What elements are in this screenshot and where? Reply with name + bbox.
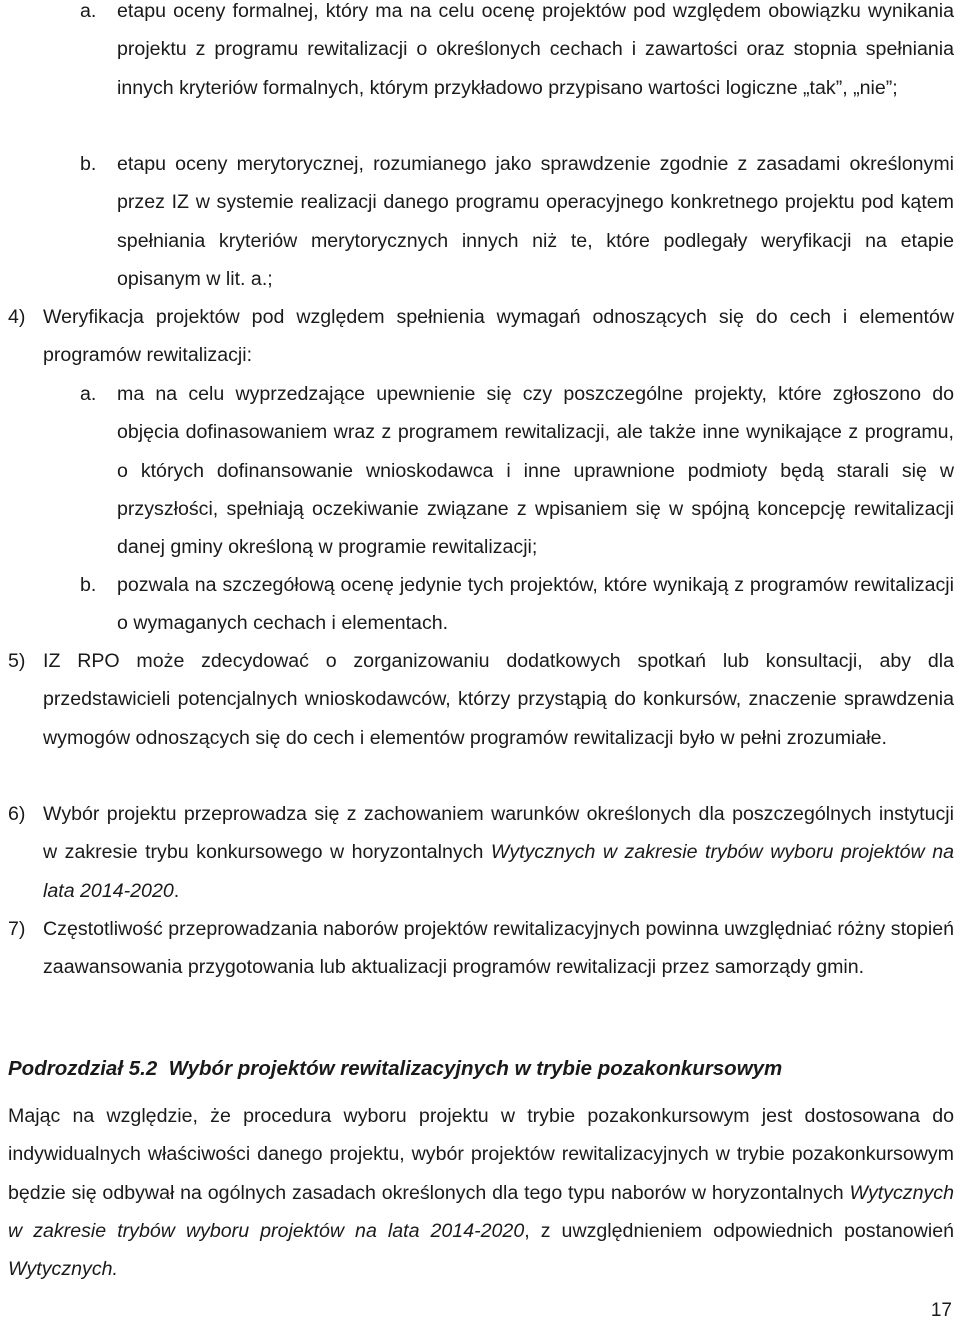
list-marker: 5)	[8, 650, 26, 672]
list-marker: 4)	[8, 306, 26, 328]
list-item-text: etapu oceny formalnej, który ma na celu ocenę projektów pod względem obowiązku wynikania projektu z programu rewitalizacji o określonych cechach i zawartości oraz stopnia spełniania innych kryteriów formalnych, którym przykładowo przypisano wartości logiczne „tak”, „nie”;	[117, 0, 954, 99]
list-item-text	[43, 795, 954, 910]
list-marker: b.	[80, 153, 97, 175]
text-run: Wybór projektu przeprowadza się z zachowaniem warunków określonych dla poszczególnych instytucji w zakresie trybu konkursowego w horyzontalnych	[43, 803, 954, 864]
list-item-text: pozwala na szczegółową ocenę jedynie tych projektów, które wynikają z programów rewitalizacji o wymaganych cechach i elementach.	[117, 574, 954, 635]
list-item-text: Weryfikacja projektów pod względem spełnienia wymagań odnoszących się do cech i elementów programów rewitalizacji:	[43, 306, 954, 367]
text-run: , z uwzględnieniem odpowiednich postanowień	[524, 1219, 955, 1242]
list-item-text: ma na celu wyprzedzające upewnienie się czy poszczególne projekty, które zgłoszono do objęcia dofinasowaniem wraz z programem rewitalizacji, ale także inne wynikające z programu, o których dofinansowanie wnioskodawca i inne uprawnione podmioty będą starali się w przyszłości, spełniają oczekiwanie związane z wpisaniem się w spójną koncepcję rewitalizacji danej gminy określoną w programie rewitalizacji;	[117, 383, 954, 559]
list-marker: a.	[80, 383, 97, 405]
text-run: .	[173, 879, 180, 902]
text-run: Mając na względzie, że procedura wyboru projektu w trybie pozakonkursowym jest dostosowana do indywidualnych właściwości danego projektu, wybór projektów rewitalizacyjnych w trybie pozakonkursowym będzie się odbywał na ogólnych zasadach określonych dla tego typu naborów w horyzontalnych	[8, 1105, 954, 1204]
list-marker: 6)	[8, 803, 26, 825]
list-marker: a.	[80, 0, 97, 22]
guidelines-reference: Wytycznych.	[8, 1258, 118, 1281]
page-number: 17	[930, 1300, 952, 1321]
section-heading	[8, 1051, 954, 1087]
section-title: Wybór projektów rewitalizacyjnych w trybie pozakonkursowym	[168, 1057, 783, 1080]
list-item-text: IZ RPO może zdecydować o zorganizowaniu dodatkowych spotkań lub konsultacji, aby dla przedstawicieli potencjalnych wnioskodawców, którzy przystąpią do konkursów, znaczenie sprawdzenia wymogów odnoszących się do cech i elementów programów rewitalizacji było w pełni zrozumiałe.	[43, 650, 954, 749]
section-number: Podrozdział 5.2	[8, 1057, 158, 1080]
list-item-text: etapu oceny merytorycznej, rozumianego jako sprawdzenie zgodnie z zasadami określonymi przez IZ w systemie realizacji danego programu operacyjnego konkretnego projektu pod kątem spełniania kryteriów merytorycznych innych niż te, które podlegały weryfikacji na etapie opisanym w lit. a.;	[117, 153, 954, 290]
list-item-text: Częstotliwość przeprowadzania naborów projektów rewitalizacyjnych powinna uwzględniać różny stopień zaawansowania przygotowania lub aktualizacji programów rewitalizacji przez samorządy gmin.	[43, 918, 954, 979]
guidelines-title: Wytycznych w zakresie trybów wyboru projektów na lata 2014-2020	[8, 1181, 954, 1242]
list-marker: b.	[80, 574, 97, 596]
body-paragraph	[8, 1097, 954, 1288]
list-marker: 7)	[8, 918, 26, 940]
guidelines-title: Wytycznych w zakresie trybów wyboru projektów na lata 2014-2020	[43, 841, 954, 902]
